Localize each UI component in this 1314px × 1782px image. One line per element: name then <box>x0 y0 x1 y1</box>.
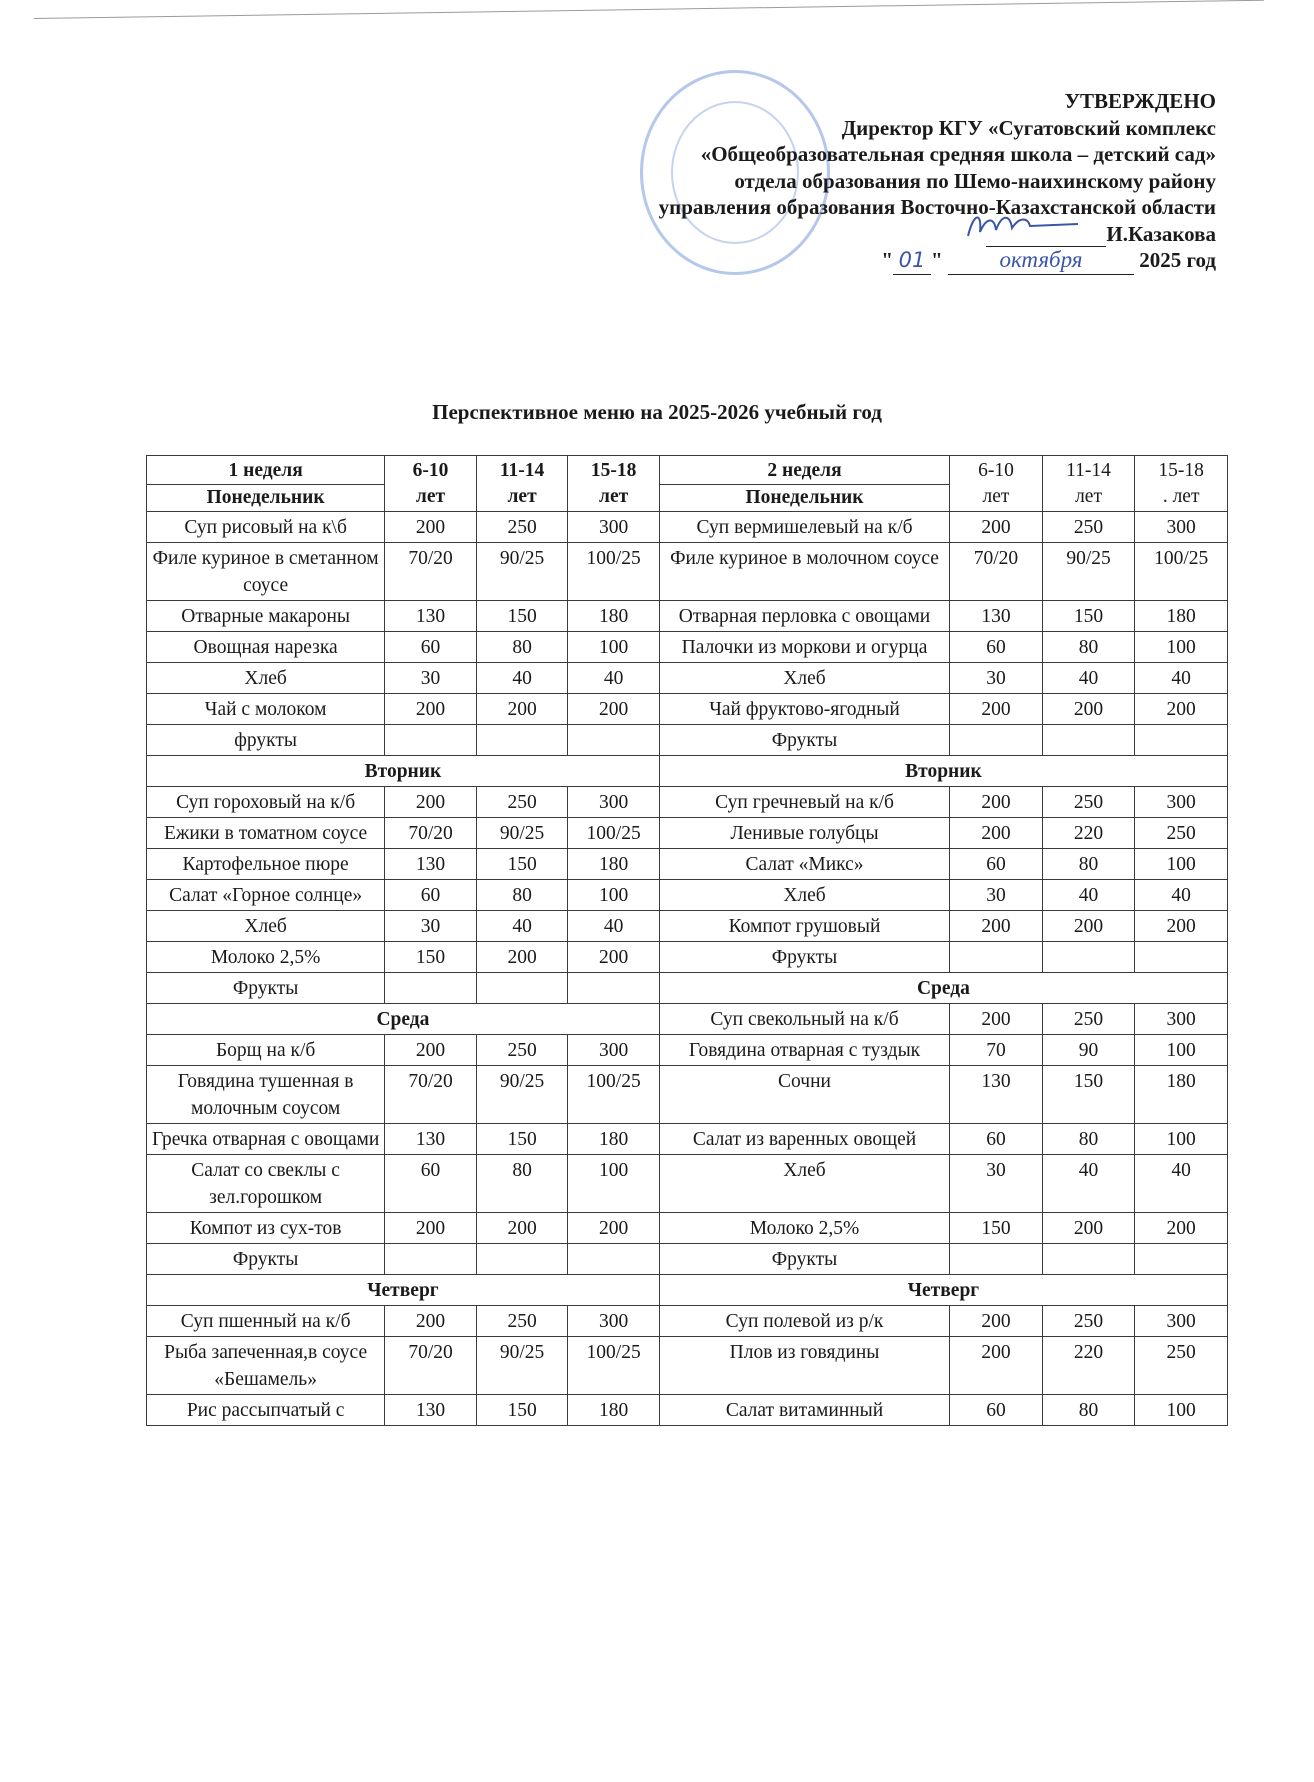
right-portion-11-14: 150 <box>1042 601 1135 632</box>
left-portion-11-14: 250 <box>476 787 568 818</box>
left-portion-6-10: 200 <box>385 1213 477 1244</box>
table-row <box>147 1244 1228 1275</box>
left-dish-name: Салат «Горное солнце» <box>147 880 385 911</box>
right-portion-11-14: 200 <box>1042 694 1135 725</box>
left-portion-11-14: 90/25 <box>476 818 568 849</box>
left-dish-name: Ежики в томатном соусе <box>147 818 385 849</box>
right-portion-15-18 <box>1135 942 1228 973</box>
date-quote-open: " <box>881 248 894 272</box>
left-portion-15-18: 180 <box>568 1395 660 1426</box>
right-dish-name: Суп гречневый на к/б <box>659 787 949 818</box>
right-dish-name: Хлеб <box>659 663 949 694</box>
left-portion-6-10: 60 <box>385 632 477 663</box>
right-portion-11-14: 250 <box>1042 512 1135 543</box>
approval-line-1: Директор КГУ «Сугатовский комплекс <box>841 115 1216 140</box>
left-portion-11-14 <box>476 973 568 1004</box>
age-unit: лет <box>415 486 446 507</box>
left-portion-15-18: 100/25 <box>568 1066 660 1124</box>
left-portion-15-18: 100/25 <box>568 1337 660 1395</box>
right-portion-11-14: 80 <box>1042 1395 1135 1426</box>
right-portion-6-10: 150 <box>950 1213 1043 1244</box>
right-portion-6-10: 130 <box>950 1066 1043 1124</box>
age-header-6-10-right <box>950 456 1043 512</box>
right-portion-11-14: 200 <box>1042 1213 1135 1244</box>
left-dish-name: Отварные макароны <box>147 601 385 632</box>
right-portion-11-14: 220 <box>1042 818 1135 849</box>
right-dish-name: Салат витаминный <box>659 1395 949 1426</box>
left-portion-15-18: 100 <box>568 880 660 911</box>
approval-block <box>659 88 1216 275</box>
table-row <box>147 1275 1228 1306</box>
right-dish-name: Хлеб <box>659 1155 949 1213</box>
right-dish-name: Суп свекольный на к/б <box>659 1004 949 1035</box>
right-portion-11-14 <box>1042 1244 1135 1275</box>
left-dish-name: Рыба запеченная,в соусе «Бешамель» <box>147 1337 385 1395</box>
table-row <box>147 1004 1228 1035</box>
table-row <box>147 1395 1228 1426</box>
left-portion-11-14: 150 <box>476 849 568 880</box>
left-dish-name: Филе куриное в сметанном соусе <box>147 543 385 601</box>
left-dish-name: Гречка отварная с овощами <box>147 1124 385 1155</box>
right-portion-15-18: 200 <box>1135 1213 1228 1244</box>
approval-date-day: 01 <box>893 247 931 275</box>
left-portion-6-10: 200 <box>385 1035 477 1066</box>
left-dish-name: Овощная нарезка <box>147 632 385 663</box>
page-title: Перспективное меню на 2025-2026 учебный год <box>432 400 882 424</box>
right-dish-name: Плов из говядины <box>659 1337 949 1395</box>
table-row <box>147 725 1228 756</box>
right-portion-6-10: 200 <box>950 512 1043 543</box>
left-portion-6-10: 30 <box>385 663 477 694</box>
left-portion-15-18: 40 <box>568 911 660 942</box>
left-dish-name: Хлеб <box>147 911 385 942</box>
table-row <box>147 973 1228 1004</box>
approval-heading: УТВЕРЖДЕНО <box>1064 89 1216 113</box>
left-portion-6-10: 70/20 <box>385 1066 477 1124</box>
right-portion-15-18 <box>1135 1244 1228 1275</box>
left-day-heading: Среда <box>147 1004 660 1035</box>
top-rule <box>34 0 1264 20</box>
left-portion-11-14: 80 <box>476 1155 568 1213</box>
right-portion-15-18: 250 <box>1135 818 1228 849</box>
right-portion-15-18: 100/25 <box>1135 543 1228 601</box>
left-portion-15-18: 300 <box>568 1035 660 1066</box>
age-header-15-18 <box>568 456 660 512</box>
left-portion-11-14: 250 <box>476 512 568 543</box>
left-portion-6-10: 130 <box>385 601 477 632</box>
right-portion-15-18: 40 <box>1135 1155 1228 1213</box>
right-portion-11-14: 40 <box>1042 663 1135 694</box>
day-1-label: Понедельник <box>147 484 384 511</box>
left-dish-name: Компот из сух-тов <box>147 1213 385 1244</box>
table-row <box>147 1213 1228 1244</box>
right-portion-11-14: 250 <box>1042 1306 1135 1337</box>
left-portion-6-10: 70/20 <box>385 818 477 849</box>
age-label: 6-10 <box>412 460 449 481</box>
right-portion-6-10: 200 <box>950 694 1043 725</box>
age-header-11-14-right <box>1042 456 1135 512</box>
left-portion-11-14 <box>476 725 568 756</box>
right-portion-11-14: 40 <box>1042 880 1135 911</box>
left-dish-name: Суп рисовый на к\б <box>147 512 385 543</box>
left-portion-6-10: 200 <box>385 512 477 543</box>
left-portion-6-10: 200 <box>385 787 477 818</box>
table-row <box>147 1155 1228 1213</box>
date-quote-close: " <box>931 248 943 272</box>
age-unit: лет <box>1075 486 1102 507</box>
right-portion-11-14 <box>1042 725 1135 756</box>
right-portion-11-14: 90/25 <box>1042 543 1135 601</box>
right-portion-11-14: 200 <box>1042 911 1135 942</box>
right-portion-11-14: 250 <box>1042 1004 1135 1035</box>
right-portion-6-10: 60 <box>950 632 1043 663</box>
table-row <box>147 849 1228 880</box>
age-header-11-14 <box>476 456 568 512</box>
table-row <box>147 1066 1228 1124</box>
right-portion-15-18: 100 <box>1135 1124 1228 1155</box>
left-portion-11-14: 150 <box>476 1395 568 1426</box>
left-portion-15-18: 180 <box>568 1124 660 1155</box>
right-portion-15-18: 300 <box>1135 787 1228 818</box>
right-dish-name: Фрукты <box>659 1244 949 1275</box>
right-portion-11-14: 220 <box>1042 1337 1135 1395</box>
left-portion-6-10: 30 <box>385 911 477 942</box>
right-portion-6-10: 70/20 <box>950 543 1043 601</box>
right-dish-name: Отварная перловка с овощами <box>659 601 949 632</box>
left-dish-name: фрукты <box>147 725 385 756</box>
left-portion-11-14: 40 <box>476 911 568 942</box>
right-portion-15-18: 100 <box>1135 1395 1228 1426</box>
table-header-row <box>147 456 1228 512</box>
left-portion-6-10: 130 <box>385 849 477 880</box>
left-portion-11-14: 90/25 <box>476 1066 568 1124</box>
left-portion-15-18 <box>568 1244 660 1275</box>
left-portion-11-14: 200 <box>476 1213 568 1244</box>
right-dish-name: Салат «Микс» <box>659 849 949 880</box>
approval-date-year: 2025 год <box>1139 248 1216 272</box>
left-portion-15-18: 180 <box>568 849 660 880</box>
left-portion-11-14: 200 <box>476 694 568 725</box>
right-dish-name: Говядина отварная с туздык <box>659 1035 949 1066</box>
table-row <box>147 756 1228 787</box>
left-portion-15-18: 300 <box>568 512 660 543</box>
left-portion-15-18: 200 <box>568 694 660 725</box>
left-portion-6-10: 60 <box>385 880 477 911</box>
right-dish-name: Салат из варенных овощей <box>659 1124 949 1155</box>
right-portion-11-14: 150 <box>1042 1066 1135 1124</box>
left-dish-name: Фрукты <box>147 973 385 1004</box>
age-label: 15-18 <box>590 460 637 481</box>
left-portion-11-14: 200 <box>476 942 568 973</box>
table-row <box>147 694 1228 725</box>
age-label: 15-18 <box>1158 460 1204 481</box>
left-portion-15-18: 200 <box>568 942 660 973</box>
right-dish-name: Фрукты <box>659 725 949 756</box>
right-portion-6-10: 200 <box>950 787 1043 818</box>
right-portion-11-14: 90 <box>1042 1035 1135 1066</box>
right-portion-11-14: 250 <box>1042 787 1135 818</box>
left-portion-11-14: 150 <box>476 1124 568 1155</box>
week-1-header <box>147 456 385 512</box>
table-row <box>147 663 1228 694</box>
right-dish-name: Компот грушовый <box>659 911 949 942</box>
left-portion-15-18: 100/25 <box>568 543 660 601</box>
approval-date-month: октября <box>948 247 1134 275</box>
table-row <box>147 1124 1228 1155</box>
right-portion-6-10: 130 <box>950 601 1043 632</box>
table-row <box>147 543 1228 601</box>
age-header-15-18-right <box>1135 456 1228 512</box>
left-day-heading: Четверг <box>147 1275 660 1306</box>
right-portion-15-18: 180 <box>1135 1066 1228 1124</box>
left-dish-name: Хлеб <box>147 663 385 694</box>
right-portion-15-18: 40 <box>1135 663 1228 694</box>
right-portion-15-18: 300 <box>1135 512 1228 543</box>
approval-signer-line <box>659 221 1216 248</box>
left-portion-11-14 <box>476 1244 568 1275</box>
table-row <box>147 512 1228 543</box>
left-portion-6-10: 70/20 <box>385 1337 477 1395</box>
approval-signer: И.Казакова <box>1106 221 1216 246</box>
right-portion-6-10: 200 <box>950 818 1043 849</box>
week-2-header <box>659 456 949 512</box>
approval-line-4: управления образования Восточно-Казахстанской области <box>658 195 1216 219</box>
left-portion-15-18: 200 <box>568 1213 660 1244</box>
left-portion-6-10: 70/20 <box>385 543 477 601</box>
right-portion-6-10: 60 <box>950 1124 1043 1155</box>
left-portion-15-18: 300 <box>568 1306 660 1337</box>
table-row <box>147 1035 1228 1066</box>
right-portion-6-10: 200 <box>950 1306 1043 1337</box>
age-unit: лет <box>507 486 537 507</box>
approval-line-2: «Общеобразовательная средняя школа – детский сад» <box>700 142 1216 166</box>
left-portion-6-10 <box>385 973 477 1004</box>
left-dish-name: Суп пшенный на к/б <box>147 1306 385 1337</box>
right-portion-6-10: 200 <box>950 1004 1043 1035</box>
right-portion-6-10: 200 <box>950 1337 1043 1395</box>
right-portion-11-14: 40 <box>1042 1155 1135 1213</box>
left-portion-15-18: 100/25 <box>568 818 660 849</box>
right-portion-11-14: 80 <box>1042 1124 1135 1155</box>
left-portion-6-10 <box>385 725 477 756</box>
right-portion-11-14 <box>1042 942 1135 973</box>
right-dish-name: Молоко 2,5% <box>659 1213 949 1244</box>
left-portion-6-10 <box>385 1244 477 1275</box>
table-row <box>147 1306 1228 1337</box>
right-portion-15-18: 100 <box>1135 849 1228 880</box>
left-portion-11-14: 150 <box>476 601 568 632</box>
right-portion-6-10 <box>950 1244 1043 1275</box>
right-portion-15-18: 100 <box>1135 632 1228 663</box>
table-row <box>147 818 1228 849</box>
left-portion-6-10: 200 <box>385 694 477 725</box>
right-dish-name: Чай фруктово-ягодный <box>659 694 949 725</box>
right-dish-name: Фрукты <box>659 942 949 973</box>
right-dish-name: Сочни <box>659 1066 949 1124</box>
left-portion-11-14: 80 <box>476 880 568 911</box>
left-portion-15-18: 100 <box>568 1155 660 1213</box>
left-portion-11-14: 80 <box>476 632 568 663</box>
left-portion-15-18 <box>568 973 660 1004</box>
day-2-label: Понедельник <box>660 484 949 511</box>
right-dish-name: Суп вермишелевый на к/б <box>659 512 949 543</box>
left-dish-name: Борщ на к/б <box>147 1035 385 1066</box>
left-portion-11-14: 250 <box>476 1306 568 1337</box>
table-row <box>147 880 1228 911</box>
left-portion-15-18: 180 <box>568 601 660 632</box>
right-portion-6-10: 30 <box>950 663 1043 694</box>
right-portion-11-14: 80 <box>1042 632 1135 663</box>
left-portion-15-18: 300 <box>568 787 660 818</box>
right-portion-15-18: 180 <box>1135 601 1228 632</box>
left-portion-15-18: 100 <box>568 632 660 663</box>
table-row <box>147 787 1228 818</box>
right-portion-15-18: 200 <box>1135 694 1228 725</box>
age-label: 6-10 <box>978 460 1014 481</box>
right-portion-11-14: 80 <box>1042 849 1135 880</box>
age-label: 11-14 <box>1066 460 1111 481</box>
right-portion-6-10: 30 <box>950 1155 1043 1213</box>
right-portion-6-10: 70 <box>950 1035 1043 1066</box>
left-portion-6-10: 150 <box>385 942 477 973</box>
right-portion-15-18: 300 <box>1135 1004 1228 1035</box>
left-dish-name: Картофельное пюре <box>147 849 385 880</box>
left-portion-6-10: 60 <box>385 1155 477 1213</box>
table-row <box>147 942 1228 973</box>
age-unit: . лет <box>1162 486 1200 507</box>
left-portion-11-14: 40 <box>476 663 568 694</box>
left-dish-name: Фрукты <box>147 1244 385 1275</box>
left-portion-11-14: 250 <box>476 1035 568 1066</box>
table-row <box>147 601 1228 632</box>
age-label: 11-14 <box>499 460 545 481</box>
right-day-heading: Вторник <box>659 756 1227 787</box>
table-row <box>147 911 1228 942</box>
left-dish-name: Суп гороховый на к/б <box>147 787 385 818</box>
left-portion-15-18 <box>568 725 660 756</box>
left-portion-11-14: 90/25 <box>476 543 568 601</box>
left-dish-name: Рис рассыпчатый с <box>147 1395 385 1426</box>
left-dish-name: Чай с молоком <box>147 694 385 725</box>
right-portion-6-10 <box>950 942 1043 973</box>
approval-date-line <box>659 247 1216 275</box>
left-portion-6-10: 200 <box>385 1306 477 1337</box>
left-dish-name: Салат со свеклы с зел.горошком <box>147 1155 385 1213</box>
right-dish-name: Суп полевой из р/к <box>659 1306 949 1337</box>
right-portion-15-18: 40 <box>1135 880 1228 911</box>
table-row <box>147 1337 1228 1395</box>
left-portion-6-10: 130 <box>385 1395 477 1426</box>
left-portion-6-10: 130 <box>385 1124 477 1155</box>
right-dish-name: Палочки из моркови и огурца <box>659 632 949 663</box>
right-dish-name: Ленивые голубцы <box>659 818 949 849</box>
right-portion-15-18: 200 <box>1135 911 1228 942</box>
right-portion-15-18: 250 <box>1135 1337 1228 1395</box>
right-portion-15-18: 300 <box>1135 1306 1228 1337</box>
right-portion-6-10: 30 <box>950 880 1043 911</box>
table-row <box>147 632 1228 663</box>
age-unit: лет <box>599 486 629 507</box>
right-dish-name: Филе куриное в молочном соусе <box>659 543 949 601</box>
right-portion-6-10: 60 <box>950 1395 1043 1426</box>
right-portion-6-10 <box>950 725 1043 756</box>
right-day-heading: Среда <box>659 973 1227 1004</box>
week-1-label: 1 неделя <box>228 460 303 481</box>
week-2-label: 2 неделя <box>767 460 842 481</box>
right-portion-6-10: 200 <box>950 911 1043 942</box>
menu-table <box>146 455 1228 1426</box>
left-dish-name: Молоко 2,5% <box>147 942 385 973</box>
age-unit: лет <box>982 486 1010 507</box>
approval-line-3: отдела образования по Шемо-наихинскому району <box>734 168 1216 193</box>
left-portion-11-14: 90/25 <box>476 1337 568 1395</box>
right-portion-15-18 <box>1135 725 1228 756</box>
left-portion-15-18: 40 <box>568 663 660 694</box>
right-portion-6-10: 60 <box>950 849 1043 880</box>
age-header-6-10 <box>385 456 477 512</box>
left-dish-name: Говядина тушенная в молочным соусом <box>147 1066 385 1124</box>
right-dish-name: Хлеб <box>659 880 949 911</box>
right-day-heading: Четверг <box>659 1275 1227 1306</box>
right-portion-15-18: 100 <box>1135 1035 1228 1066</box>
handwritten-signature <box>960 206 1090 246</box>
left-day-heading: Вторник <box>147 756 660 787</box>
